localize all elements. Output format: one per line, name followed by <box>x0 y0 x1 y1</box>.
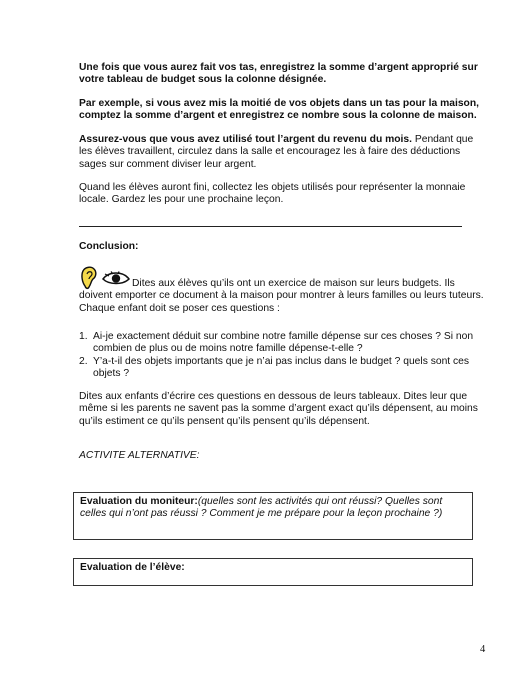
list-text: Y’a-t-il des objets importants que je n’ai pas inclus dans le budget ? quels sont ces objets ? <box>93 355 470 380</box>
list-item <box>79 356 489 381</box>
paragraph-record-amount: Une fois que vous aurez fait vos tas, enregistrez la somme d’argent approprié sur votre tableau de budget sous la colonne désignée. <box>79 62 478 86</box>
alternative-activity-heading: ACTIVITE ALTERNATIVE: <box>79 450 200 461</box>
horizontal-rule <box>79 226 462 227</box>
monitor-evaluation-label: Evaluation du moniteur: <box>80 496 198 507</box>
paragraph-example: Par exemple, si vous avez mis la moitié de vos objets dans un tas pour la maison, comptez la somme d’argent et enregistrez ce nombre sous la colonne de maison. <box>79 98 479 122</box>
list-number: 2. <box>79 355 88 367</box>
conclusion-text: Dites aux élèves qu’ils ont un exercice de maison sur leurs budgets. Ils doivent emporter ce document à la maison pour montrer à leurs familles ou leurs tuteurs. Chaque enfant doit se poser ces questions : <box>79 278 484 314</box>
question-list <box>79 331 489 381</box>
paragraph-collect-objects: Quand les élèves auront fini, collectez les objets utilisés pour représenter la monnaie locale. Gardez les pour une prochaine leçon. <box>79 182 466 206</box>
list-item <box>79 331 489 356</box>
use-all-money-emphasis: Assurez-vous que vous avez utilisé tout l’argent du revenu du mois. <box>79 134 412 145</box>
paragraph-use-all-money <box>79 134 487 171</box>
monitor-evaluation-text: (quelles sont les activités qui ont réussi? Quelles sont celles qui n’ont pas réussi ? Comment je me prépare pour la leçon prochaine ?) <box>80 496 443 520</box>
paragraph-instructions: Dites aux enfants d’écrire ces questions en dessous de leurs tableaux. Dites leur que même si les parents ne savent pas la somme d’argent exact qu’ils dépensent, au moins qu’ils estiment ce qu’ils pensent qu’ils pensent qu’ils dépensent. <box>79 391 478 427</box>
list-number: 1. <box>79 331 88 342</box>
conclusion-heading: Conclusion: <box>79 241 139 252</box>
student-evaluation-label: Evaluation de l’élève: <box>80 562 185 573</box>
student-evaluation-box <box>73 558 473 586</box>
page-number: 4 <box>480 644 486 655</box>
list-text: Ai-je exactement déduit sur combine notre famille dépense sur ces choses ? Si non combien de plus ou de moins notre famille dépense-t-elle ? <box>93 331 474 355</box>
monitor-evaluation-box <box>73 492 473 540</box>
use-all-money-rest: Pendant que les élèves travaillent, circulez dans la salle et encouragez les à faire des déductions sages sur comment diviser leur argent. <box>79 134 474 170</box>
